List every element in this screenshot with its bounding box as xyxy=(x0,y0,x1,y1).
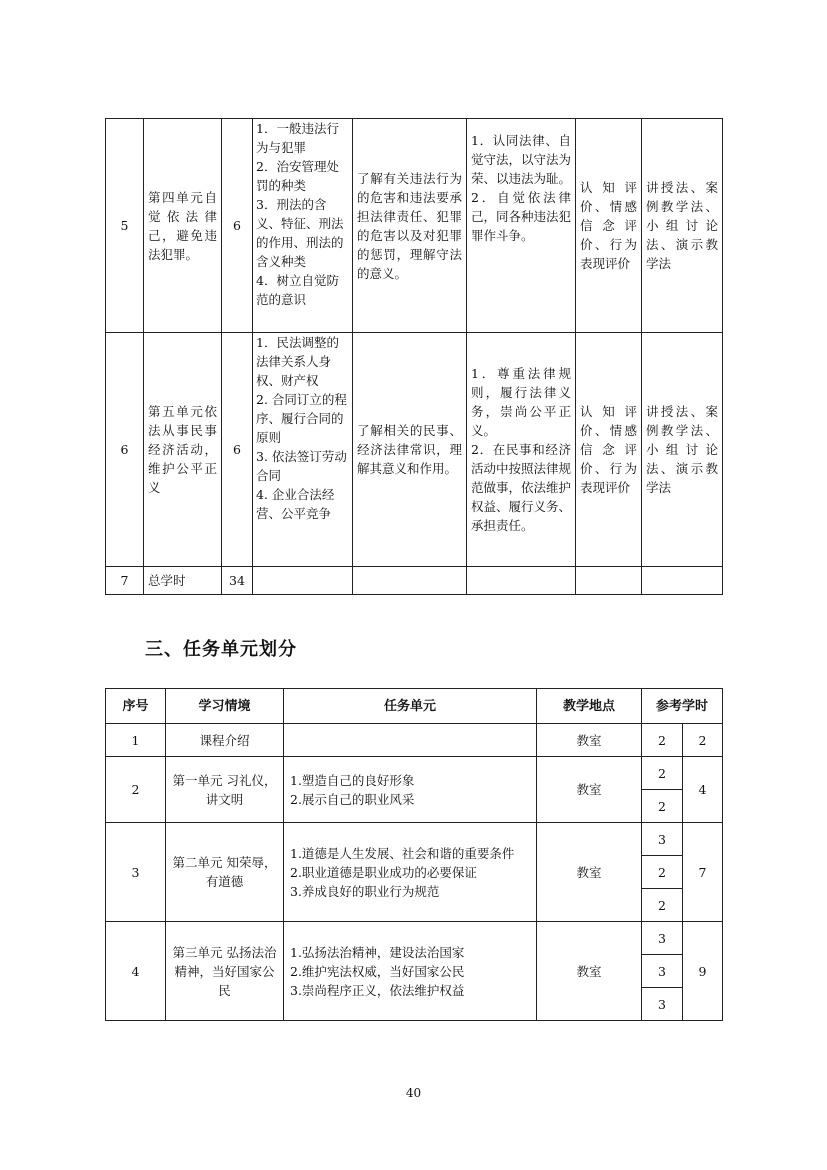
learning-situation: 第一单元 习礼仪，讲文明 xyxy=(166,757,284,823)
unit-name: 第五单元依法从事民事经济活动，维护公平正义 xyxy=(144,333,222,567)
table-row xyxy=(106,922,723,955)
content-item: 1．一般违法行为与犯罪 xyxy=(256,121,339,155)
evaluation-method: 认知评价、情感信念评价、行为表现评价 xyxy=(576,119,642,333)
task-item: 1.道德是人生发展、社会和谐的重要条件 xyxy=(290,845,515,861)
total-hours: 9 xyxy=(683,922,723,1021)
task-item: 1.塑造自己的良好形象 xyxy=(290,772,415,788)
row-number: 3 xyxy=(106,823,166,922)
header-location: 教学地点 xyxy=(537,689,642,724)
content-item: 2．治安管理处罚的种类 xyxy=(256,159,339,193)
row-number: 6 xyxy=(106,333,144,567)
table-row xyxy=(106,333,723,567)
table-row xyxy=(106,119,723,333)
content-item: 4. 企业合法经营、公平竞争 xyxy=(256,487,335,521)
task-item: 3.养成良好的职业行为规范 xyxy=(290,883,440,899)
total-hours-label: 总学时 xyxy=(144,567,222,595)
total-hours: 2 xyxy=(683,724,723,757)
table-row xyxy=(106,823,723,856)
task-item: 1.弘扬法治精神，建设法治国家 xyxy=(290,944,465,960)
units-table xyxy=(105,118,723,595)
header-no: 序号 xyxy=(106,689,166,724)
row-number: 1 xyxy=(106,724,166,757)
row-number: 4 xyxy=(106,922,166,1021)
empty-cell xyxy=(642,567,723,595)
empty-cell xyxy=(576,567,642,595)
evaluation-method: 认知评价、情感信念评价、行为表现评价 xyxy=(576,333,642,567)
task-units xyxy=(284,757,537,823)
sub-hours: 3 xyxy=(642,988,683,1021)
unit-hours: 6 xyxy=(222,333,253,567)
teaching-methods: 讲授法、案例教学法、小组讨论法、演示教学法 xyxy=(642,333,723,567)
task-item: 2.维护宪法权威，当好国家公民 xyxy=(290,963,465,979)
sub-hours: 2 xyxy=(642,757,683,790)
content-item: 1．民法调整的法律关系人身权、财产权 xyxy=(256,335,339,388)
sub-hours: 2 xyxy=(642,856,683,889)
empty-cell xyxy=(253,567,353,595)
total-hours: 4 xyxy=(683,757,723,823)
section-title: 三、任务单元划分 xyxy=(145,639,297,660)
empty-cell xyxy=(353,567,467,595)
task-units xyxy=(284,823,537,922)
page-number: 40 xyxy=(405,1086,422,1100)
teaching-methods: 讲授法、案例教学法、小组讨论法、演示教学法 xyxy=(642,119,723,333)
table-header-row xyxy=(106,689,723,724)
empty-cell xyxy=(467,567,576,595)
table-row xyxy=(106,567,723,595)
content-item: 2. 合同订立的程序、履行合同的原则 xyxy=(256,392,347,445)
content-item: 4．树立自觉防范的意识 xyxy=(256,273,339,307)
header-tasks: 任务单元 xyxy=(284,689,537,724)
unit-content xyxy=(253,333,353,567)
task-units-table xyxy=(105,688,723,1021)
teaching-location: 教室 xyxy=(537,922,642,1021)
teaching-location: 教室 xyxy=(537,823,642,922)
sub-hours: 2 xyxy=(642,724,683,757)
sub-hours: 2 xyxy=(642,889,683,922)
row-number: 7 xyxy=(106,567,144,595)
teaching-location: 教室 xyxy=(537,724,642,757)
knowledge-goal: 了解相关的民事、经济法律常识，理解其意义和作用。 xyxy=(353,333,467,567)
total-hours-value: 34 xyxy=(222,567,253,595)
learning-situation: 第三单元 弘扬法治精神，当好国家公民 xyxy=(166,922,284,1021)
learning-situation: 课程介绍 xyxy=(166,724,284,757)
goal-item: 2．在民事和经济活动中按照法律规范做事，依法维护权益、履行义务、承担责任。 xyxy=(471,442,572,533)
row-number: 2 xyxy=(106,757,166,823)
sub-hours: 3 xyxy=(642,922,683,955)
sub-hours: 3 xyxy=(642,823,683,856)
unit-name: 第四单元自觉依法律己，避免违法犯罪。 xyxy=(144,119,222,333)
content-item: 3．刑法的含义、特征、刑法的作用、刑法的含义种类 xyxy=(256,197,344,269)
sub-hours: 2 xyxy=(642,790,683,823)
goal-item: 1．认同法律、自觉守法，以守法为荣、以违法为耻。 xyxy=(471,133,572,186)
table-row xyxy=(106,724,723,757)
task-item: 3.崇尚程序正义，依法维护权益 xyxy=(290,982,465,998)
content-item: 3. 依法签订劳动合同 xyxy=(256,449,347,483)
sub-hours: 3 xyxy=(642,955,683,988)
task-units xyxy=(284,724,537,757)
header-hours: 参考学时 xyxy=(642,689,723,724)
task-item: 2.展示自己的职业风采 xyxy=(290,791,415,807)
goal-item: 1．尊重法律规则，履行法律义务，崇尚公平正义。 xyxy=(471,366,571,438)
total-hours: 7 xyxy=(683,823,723,922)
row-number: 5 xyxy=(106,119,144,333)
table-row xyxy=(106,757,723,790)
task-item: 2.职业道德是职业成功的必要保证 xyxy=(290,864,477,880)
quality-goals xyxy=(467,333,576,567)
learning-situation: 第二单元 知荣辱，有道德 xyxy=(166,823,284,922)
goal-item: 2．自觉依法律己，同各种违法犯罪作斗争。 xyxy=(471,190,572,243)
teaching-location: 教室 xyxy=(537,757,642,823)
unit-hours: 6 xyxy=(222,119,253,333)
unit-content xyxy=(253,119,353,333)
task-units xyxy=(284,922,537,1021)
knowledge-goal: 了解有关违法行为的危害和违法要承担法律责任、犯罪的危害以及对犯罪的惩罚，理解守法的意义。 xyxy=(353,119,467,333)
header-situation: 学习情境 xyxy=(166,689,284,724)
quality-goals xyxy=(467,119,576,333)
